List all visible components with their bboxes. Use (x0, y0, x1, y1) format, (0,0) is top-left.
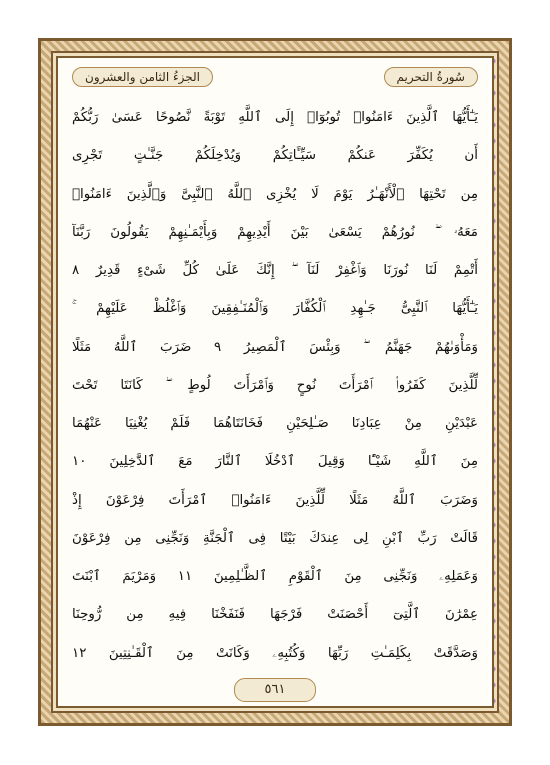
page-header (64, 64, 486, 90)
text-line-1: يَـٰٓأَيُّهَا ٱلَّذِينَ ءَامَنُوا۟ تُوبُوٓا۟ إِلَى ٱللَّهِ تَوْبَةً نَّصُوحًا عَسَىٰ رَبُّكُمْ (72, 110, 478, 125)
text-line-9: عَبْدَيْنِ مِنْ عِبَادِنَا صَـٰلِحَيْنِ فَخَانَتَاهُمَا فَلَمْ يُغْنِيَا عَنْهُمَا (72, 416, 478, 432)
text-line-3: مِن تَحْتِهَا ٱلْأَنْهَـٰرُ يَوْمَ لَا يُخْزِى ٱللَّهُ ٱلنَّبِىَّ وَٱلَّذِينَ ءَامَنُوا۟ (72, 186, 478, 202)
text-line-5: أَتْمِمْ لَنَا نُورَنَا وَٱغْفِرْ لَنَآ ۖ إِنَّكَ عَلَىٰ كُلِّ شَىْءٍ قَدِيرٌ ٨ (72, 263, 478, 279)
text-line-13: وَعَمَلِهِۦ وَنَجِّنِى مِنَ ٱلْقَوْمِ ٱلظَّـٰلِمِينَ ١١ وَمَرْيَمَ ٱبْنَتَ (72, 569, 478, 585)
juz-label: الجزءُ الثامن والعشرون (72, 67, 213, 87)
text-line-10: مِنَ ٱللَّهِ شَيْـًٔا وَقِيلَ ٱدْخُلَا ٱلنَّارَ مَعَ ٱلدَّٰخِلِينَ ١٠ (72, 454, 478, 470)
surah-label: سُورةُ التحريم (384, 67, 478, 87)
text-line-4: مَعَهُۥ ۖ نُورُهُمْ يَسْعَىٰ بَيْنَ أَيْدِيهِمْ وَبِأَيْمَـٰنِهِمْ يَقُولُونَ رَبَّنَآ (72, 224, 478, 240)
text-line-15: وَصَدَّقَتْ بِكَلِمَـٰتِ رَبِّهَا وَكُتُبِهِۦ وَكَانَتْ مِنَ ٱلْقَـٰنِتِينَ ١٢ (72, 645, 478, 661)
text-panel (56, 56, 494, 708)
page-number: ٥٦١ (234, 678, 316, 702)
verse-text (72, 98, 478, 672)
text-line-12: قَالَتْ رَبِّ ٱبْنِ لِى عِندَكَ بَيْتًا فِى ٱلْجَنَّةِ وَنَجِّنِى مِن فِرْعَوْنَ (72, 530, 478, 546)
text-line-8: لِّلَّذِينَ كَفَرُوا۟ ٱمْرَأَتَ نُوحٍ وَٱمْرَأَتَ لُوطٍ ۖ كَانَتَا تَحْتَ (72, 377, 478, 393)
text-line-7: وَمَأْوَىٰهُمْ جَهَنَّمُ ۖ وَبِئْسَ ٱلْمَصِيرُ ٩ ضَرَبَ ٱللَّهُ مَثَلًا (72, 339, 478, 355)
text-line-6: يَـٰٓأَيُّهَا ٱلنَّبِىُّ جَـٰهِدِ ٱلْكُفَّارَ وَٱلْمُنَـٰفِقِينَ وَٱغْلُظْ عَلَيْهِمْ ۚ (72, 301, 478, 317)
text-line-11: وَضَرَبَ ٱللَّهُ مَثَلًا لِّلَّذِينَ ءَامَنُوا۟ ٱمْرَأَتَ فِرْعَوْنَ إِذْ (72, 492, 478, 508)
text-line-14: عِمْرَٰنَ ٱلَّتِىٓ أَحْصَنَتْ فَرْجَهَا فَنَفَخْنَا فِيهِ مِن رُّوحِنَا (72, 607, 478, 623)
page-frame (38, 38, 512, 726)
text-line-2: أَن يُكَفِّرَ عَنكُمْ سَيِّـَٔاتِكُمْ وَيُدْخِلَكُمْ جَنَّـٰتٍ تَجْرِى (72, 148, 478, 164)
